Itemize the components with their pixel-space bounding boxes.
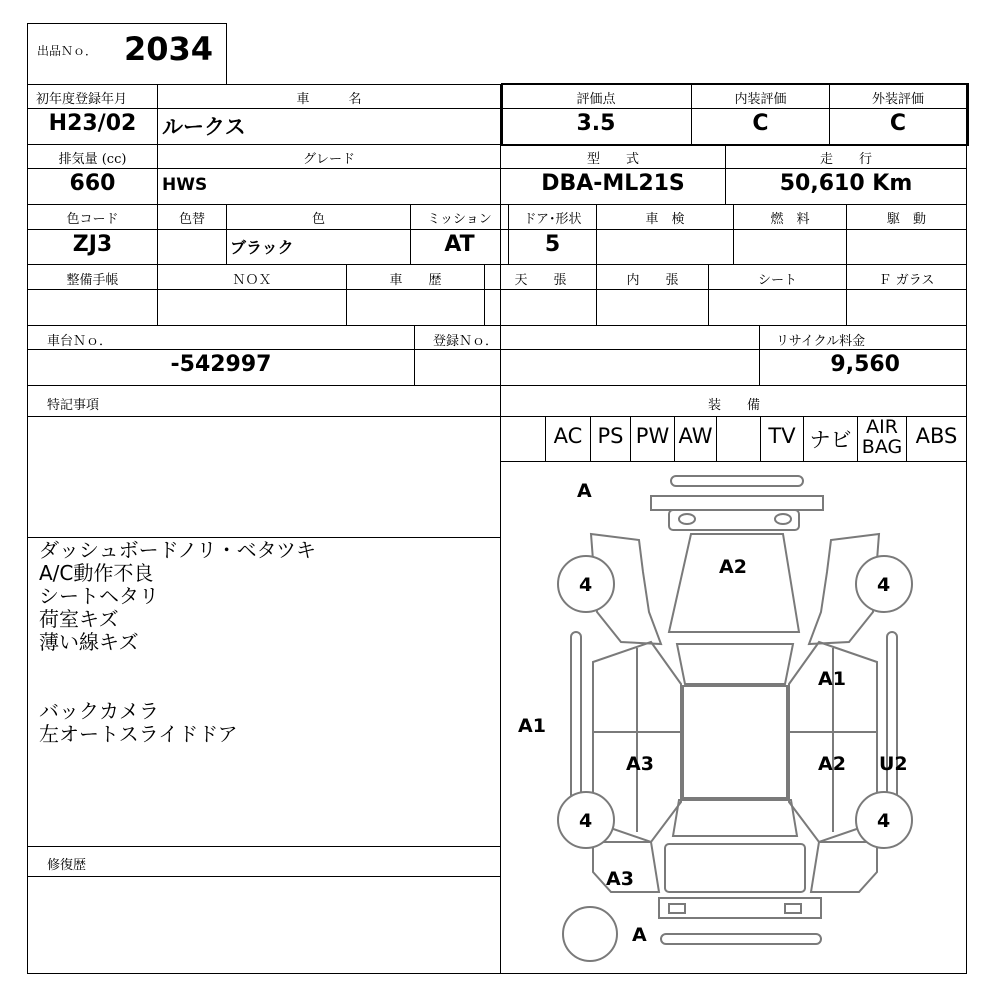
history-label: 車 歴 bbox=[389, 273, 442, 288]
mark-rear-left-quarter: A3 bbox=[606, 868, 634, 890]
mark-right-front-door: A1 bbox=[818, 668, 846, 690]
mark-front-bumper: A bbox=[577, 480, 592, 502]
roof-lining-label: 天 張 bbox=[514, 273, 567, 288]
mission-label: ミッション bbox=[427, 212, 492, 227]
note-line bbox=[39, 654, 316, 677]
note-line: A/C動作不良 bbox=[39, 561, 154, 585]
equipment-label: 装 備 bbox=[707, 398, 760, 413]
lot-box-right bbox=[226, 23, 227, 85]
lot-box-top bbox=[27, 23, 227, 24]
rear-hatch bbox=[665, 844, 805, 892]
displacement-value: 660 bbox=[69, 171, 116, 196]
mark-rear-right-wheel: 4 bbox=[877, 810, 891, 832]
hood bbox=[669, 534, 799, 632]
drive-label: 駆 動 bbox=[886, 212, 926, 227]
front-grille bbox=[669, 510, 799, 530]
notes-label: 特記事項 bbox=[47, 398, 100, 413]
mark-rear-bumper: A bbox=[632, 924, 647, 946]
h-line bbox=[27, 204, 967, 205]
rear-bumper-strip bbox=[661, 934, 821, 944]
color-code-label: 色コード bbox=[66, 212, 119, 227]
exterior-value: C bbox=[889, 111, 907, 136]
registration-label: 登録Ｎｏ． bbox=[433, 334, 499, 349]
h-line bbox=[27, 876, 501, 877]
frame-bottom bbox=[27, 973, 967, 974]
lot-label: 出品Ｎｏ． bbox=[37, 44, 98, 58]
roof bbox=[683, 686, 787, 798]
h-line bbox=[27, 349, 967, 350]
reg-date-value: H23/02 bbox=[48, 111, 137, 136]
color-label: 色 bbox=[311, 212, 325, 227]
notes-list bbox=[39, 539, 316, 746]
front-emblem bbox=[679, 514, 695, 524]
equipment-item-ps: PS bbox=[597, 424, 624, 448]
note-line: 左オートスライドドア bbox=[39, 722, 238, 746]
mark-left-rear-door: A3 bbox=[626, 753, 654, 775]
color-value: ブラック bbox=[230, 238, 294, 257]
h-line bbox=[27, 325, 967, 326]
equipment-item-ac: AC bbox=[553, 424, 583, 448]
h-line bbox=[27, 108, 501, 109]
note-line bbox=[39, 677, 316, 700]
recycle-fee-label: リサイクル料金 bbox=[776, 334, 866, 349]
inner-lining-label: 内 張 bbox=[626, 273, 679, 288]
rear-lamp-right bbox=[785, 904, 801, 913]
inspection-label: 車 検 bbox=[645, 212, 685, 227]
equipment-item-navi: ナビ bbox=[809, 428, 852, 452]
repaint-label: 色替 bbox=[178, 212, 205, 227]
mark-right-rear-fender: U2 bbox=[879, 753, 908, 775]
front-bumper-strip bbox=[671, 476, 803, 486]
frame-right bbox=[966, 84, 967, 974]
displacement-label: 排気量 (cc) bbox=[58, 152, 127, 167]
car-name-value: ルークス bbox=[162, 115, 246, 139]
equipment-item-airbag: AIR BAG bbox=[861, 416, 903, 458]
score-box-inner-line bbox=[501, 108, 967, 109]
h-line bbox=[27, 168, 967, 169]
note-line: ダッシュボードノリ・ベタツキ bbox=[39, 538, 316, 562]
score-label: 評価点 bbox=[576, 92, 616, 107]
car-name-label: 車 名 bbox=[296, 92, 362, 107]
mileage-label: 走 行 bbox=[819, 152, 872, 167]
front-glass-label: Ｆ ガラス bbox=[878, 273, 935, 288]
rear-lamp-left bbox=[669, 904, 685, 913]
nox-label: ＮＯＸ bbox=[232, 273, 272, 288]
service-book-label: 整備手帳 bbox=[66, 273, 119, 288]
model-value: DBA-ML21S bbox=[541, 171, 685, 196]
v-line bbox=[414, 325, 415, 385]
seat-label: シート bbox=[757, 273, 797, 288]
interior-value: C bbox=[752, 111, 769, 136]
repair-history-label: 修復歴 bbox=[47, 858, 87, 873]
h-line bbox=[27, 846, 501, 847]
rear-window bbox=[673, 800, 797, 836]
windshield bbox=[677, 644, 793, 684]
chassis-label: 車台Ｎｏ． bbox=[47, 334, 113, 349]
front-bumper bbox=[651, 496, 823, 510]
v-line bbox=[716, 416, 717, 461]
spare-tire bbox=[563, 907, 617, 961]
car-damage-diagram bbox=[501, 462, 966, 973]
lot-box-left bbox=[27, 23, 28, 85]
mark-hood: A2 bbox=[719, 556, 747, 578]
grade-label: グレード bbox=[302, 152, 355, 167]
recycle-fee-value: 9,560 bbox=[830, 352, 900, 377]
h-line bbox=[27, 264, 967, 265]
rear-bumper bbox=[659, 898, 821, 918]
color-code-value: ZJ3 bbox=[72, 232, 113, 257]
equipment-item-abs: ABS bbox=[915, 424, 958, 448]
doors-label: ドア･形状 bbox=[523, 212, 582, 227]
mission-value: AT bbox=[444, 232, 475, 257]
right-rear-quarter bbox=[811, 842, 877, 892]
equipment-item-aw: AW bbox=[678, 424, 713, 448]
grade-value: HWS bbox=[162, 175, 208, 195]
h-line bbox=[27, 289, 967, 290]
h-line bbox=[27, 416, 967, 417]
mark-front-left-wheel: 4 bbox=[579, 574, 593, 596]
equipment-item-pw: PW bbox=[635, 424, 670, 448]
front-emblem-right bbox=[775, 514, 791, 524]
h-line bbox=[27, 229, 967, 230]
note-line: シートヘタリ bbox=[39, 584, 159, 608]
mileage-value: 50,610 Km bbox=[779, 171, 913, 196]
mark-left-side: A1 bbox=[518, 715, 546, 737]
fuel-label: 燃 料 bbox=[770, 212, 810, 227]
interior-label: 内装評価 bbox=[734, 92, 787, 107]
mark-front-right-wheel: 4 bbox=[877, 574, 891, 596]
lot-number: 2034 bbox=[124, 30, 214, 68]
note-line: 薄い線キズ bbox=[39, 630, 139, 654]
h-line bbox=[27, 385, 967, 386]
equipment-item-tv: TV bbox=[768, 424, 796, 448]
exterior-label: 外装評価 bbox=[871, 92, 924, 107]
mark-right-rear-door: A2 bbox=[818, 753, 846, 775]
reg-date-label: 初年度登録年月 bbox=[36, 92, 128, 107]
chassis-value: -542997 bbox=[170, 352, 272, 377]
score-value: 3.5 bbox=[576, 111, 616, 136]
note-line: バックカメラ bbox=[39, 699, 159, 723]
mark-rear-left-wheel: 4 bbox=[579, 810, 593, 832]
note-line: 荷室キズ bbox=[39, 607, 119, 631]
model-label: 型 式 bbox=[586, 152, 639, 167]
doors-value: 5 bbox=[544, 232, 561, 257]
